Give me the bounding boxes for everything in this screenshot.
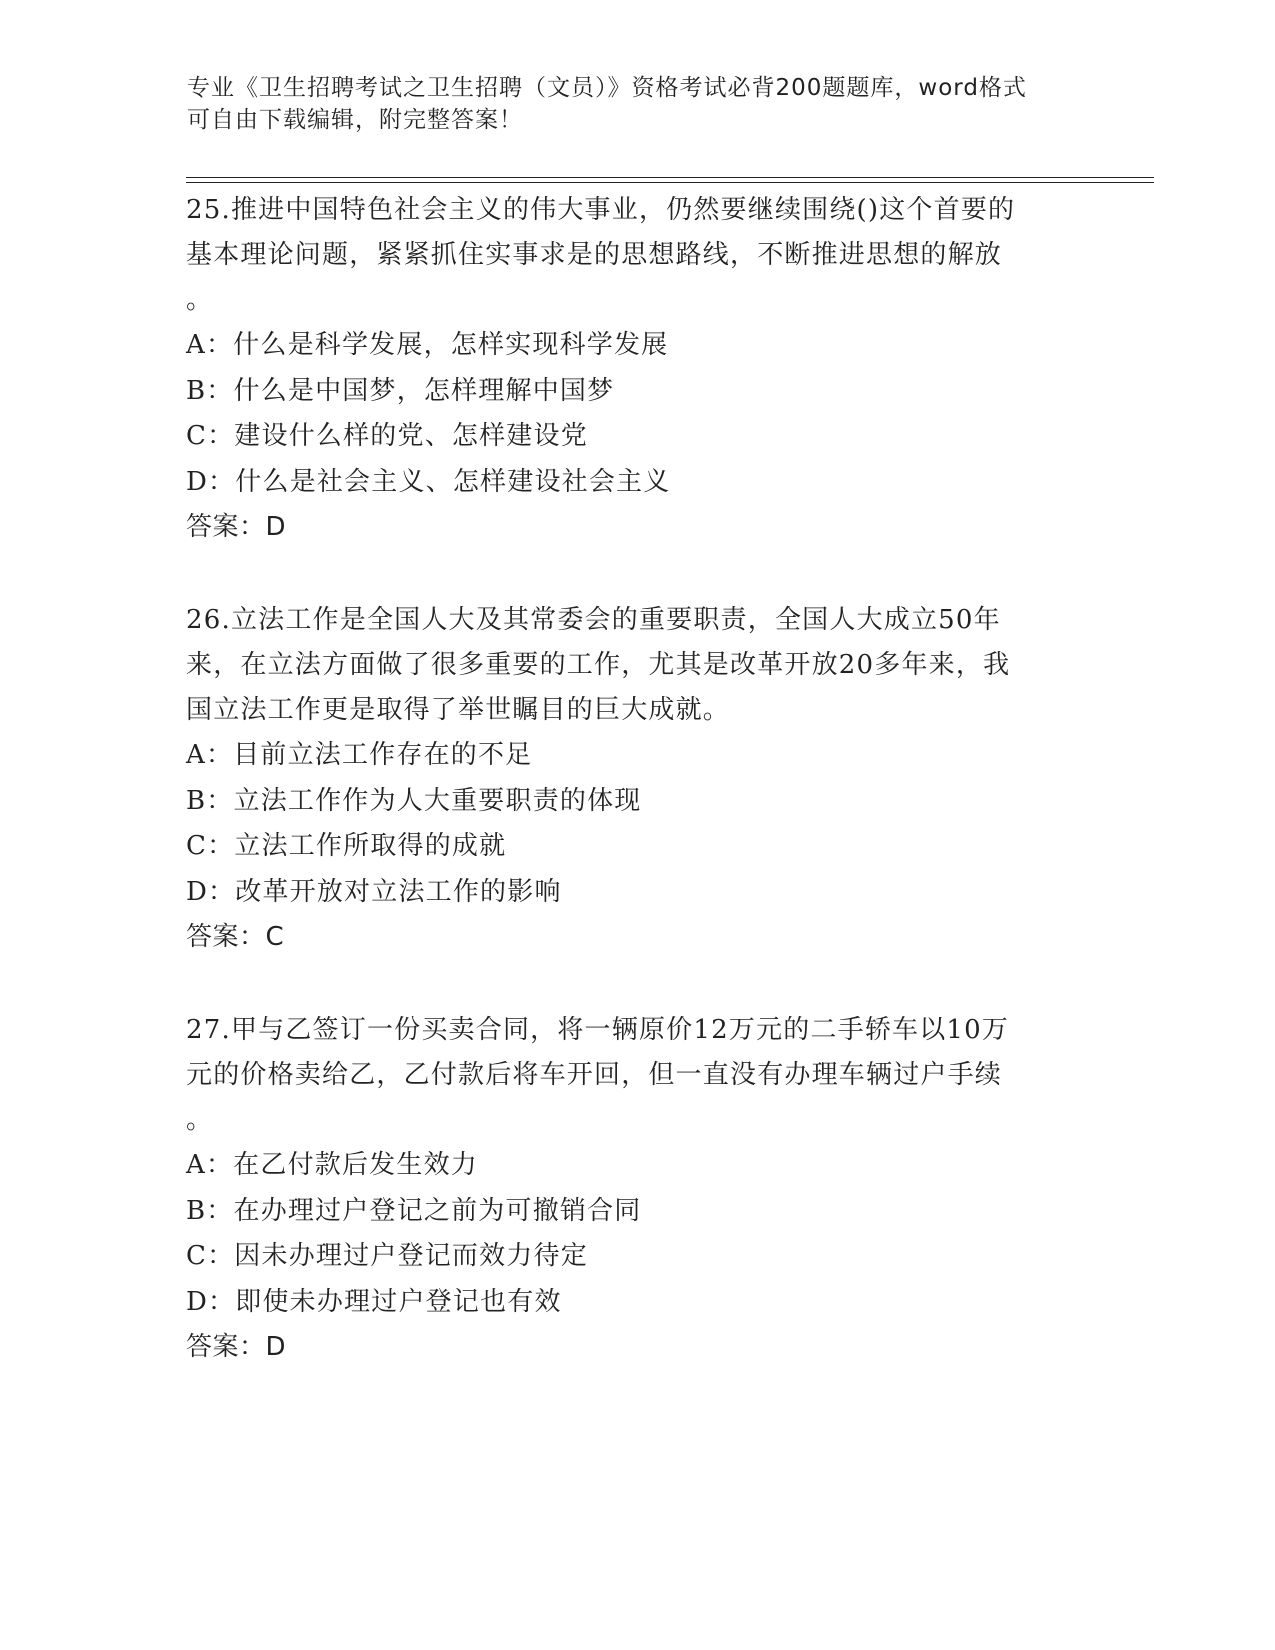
header-divider-bottom <box>186 182 1154 183</box>
question-26 <box>186 598 1086 960</box>
header-line-2: 可自由下载编辑，附完整答案！ <box>187 107 523 133</box>
option-b: B：什么是中国梦，怎样理解中国梦 <box>186 375 615 406</box>
answer-label: 答案：D <box>186 512 287 542</box>
stem-line: 27.甲与乙签订一份买卖合同，将一辆原价12万元的二手轿车以10万 <box>186 1015 1010 1045</box>
option-d: D：改革开放对立法工作的影响 <box>186 876 562 907</box>
option-list <box>186 733 1086 915</box>
option-d: D：什么是社会主义、怎样建设社会主义 <box>186 466 671 497</box>
option-c: C：立法工作所取得的成就 <box>186 831 507 861</box>
stem-line: 元的价格卖给乙，乙付款后将车开回，但一直没有办理车辆过户手续 <box>186 1060 1003 1090</box>
answer-label: 答案：D <box>186 1332 287 1362</box>
option-a: A：在乙付款后发生效力 <box>186 1150 478 1180</box>
stem-line: 国立法工作更是取得了举世瞩目的巨大成就。 <box>186 695 731 725</box>
question-27 <box>186 1008 1086 1370</box>
option-a: A：什么是科学发展，怎样实现科学发展 <box>186 330 669 360</box>
option-c: C：因未办理过户登记而效力待定 <box>186 1241 588 1271</box>
stem-line: 来，在立法方面做了很多重要的工作，尤其是改革开放20多年来，我 <box>186 650 1011 680</box>
option-list <box>186 1143 1086 1325</box>
option-d: D：即使未办理过户登记也有效 <box>186 1286 562 1317</box>
option-a: A：目前立法工作存在的不足 <box>186 740 533 770</box>
question-25 <box>186 188 1086 550</box>
stem-line: 。 <box>186 285 214 315</box>
header-divider-top <box>186 177 1154 178</box>
stem-line: 26.立法工作是全国人大及其常委会的重要职责，全国人大成立50年 <box>186 605 1001 635</box>
option-b: B：在办理过户登记之前为可撤销合同 <box>186 1195 642 1226</box>
question-stem <box>186 188 1086 323</box>
option-b: B：立法工作作为人大重要职责的体现 <box>186 785 642 816</box>
stem-line: 。 <box>186 1105 214 1135</box>
header-line-1: 专业《卫生招聘考试之卫生招聘（文员）》资格考试必背200题题库，word格式 <box>187 75 1027 101</box>
stem-line: 25.推进中国特色社会主义的伟大事业，仍然要继续围绕()这个首要的 <box>186 195 1016 225</box>
answer-label: 答案：C <box>186 922 285 952</box>
stem-line: 基本理论问题，紧紧抓住实事求是的思想路线，不断推进思想的解放 <box>186 240 1003 270</box>
document-header <box>187 72 1087 136</box>
question-stem <box>186 598 1086 733</box>
option-c: C：建设什么样的党、怎样建设党 <box>186 421 588 451</box>
question-stem <box>186 1008 1086 1143</box>
option-list <box>186 323 1086 505</box>
